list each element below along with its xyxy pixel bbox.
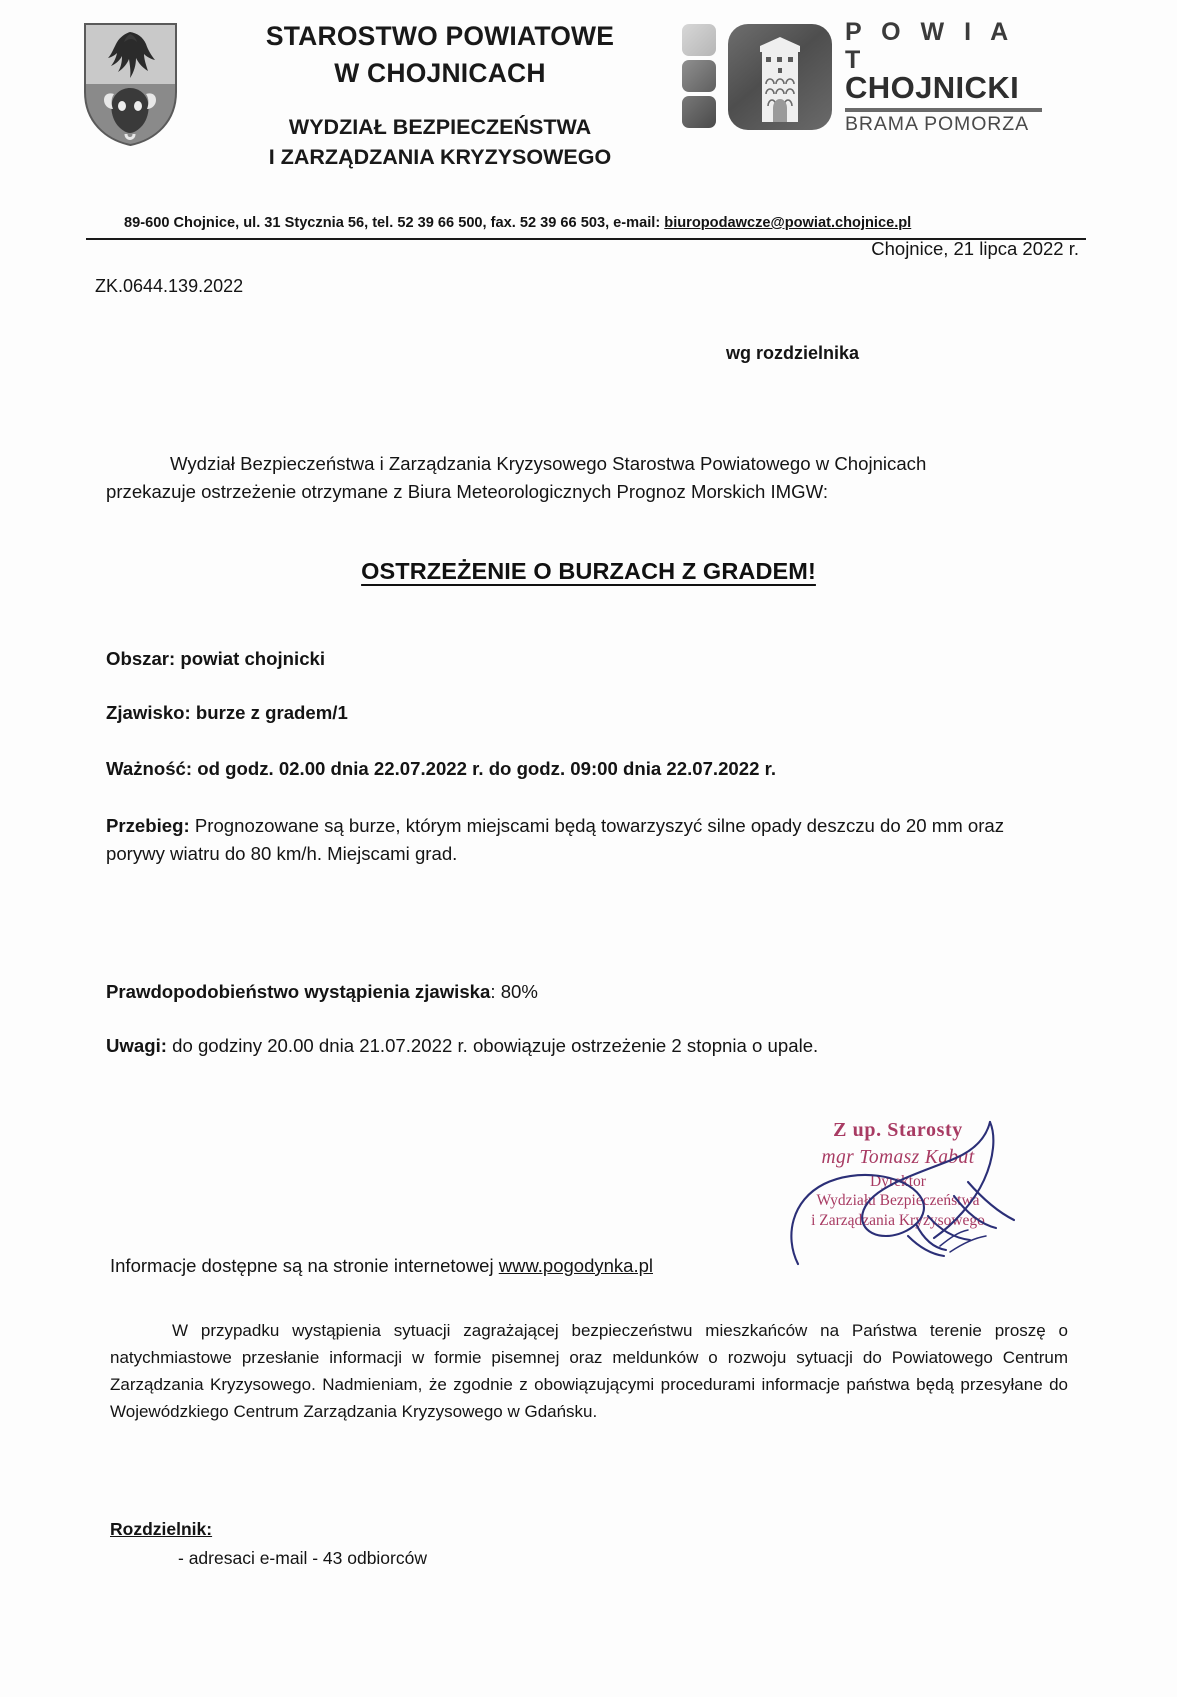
contact-email[interactable]: biuropodawcze@powiat.chojnice.pl — [664, 215, 912, 231]
field-obszar-label: Obszar: — [106, 648, 176, 669]
department-line-2: I ZARZĄDZANIA KRYZYSOWEGO — [268, 144, 612, 169]
document-header — [0, 10, 1177, 231]
signature-stamp — [748, 1118, 1048, 1231]
signature-line-5: i Zarządzania Kryzysowego — [811, 1212, 985, 1230]
logo-word-chojnicki: CHOJNICKI — [845, 70, 1020, 105]
field-obszar — [106, 645, 325, 673]
signature-block — [748, 1118, 1048, 1278]
field-uwagi-label: Uwagi: — [106, 1035, 167, 1056]
logo-tagline: BRAMA POMORZA — [845, 112, 1029, 135]
field-zjawisko — [106, 699, 348, 727]
coat-of-arms-icon — [83, 22, 178, 147]
field-waznosc-label: Ważność: — [106, 758, 193, 779]
field-przebieg-value: Prognozowane są burze, którym miejscami będą towarzyszyć silne opady deszczu do 20 mm oraz porywy wiatru do 80 km/h. Miejscami grad. — [106, 815, 1005, 864]
logo-wordmark — [845, 18, 1045, 135]
pogodynka-link[interactable]: www.pogodynka.pl — [498, 1255, 653, 1276]
field-przebieg-label: Przebieg: — [106, 815, 190, 836]
field-prawdopodobienstwo-value: : 80% — [490, 981, 538, 1002]
addressee: wg rozdzielnika — [726, 343, 860, 363]
signature-line-4: Wydziału Bezpieczeństwa — [816, 1192, 980, 1210]
org-title-line-1: STAROSTWO POWIATOWE — [265, 21, 615, 51]
org-title-line-2: W CHOJNICACH — [334, 57, 546, 88]
field-uwagi — [106, 1032, 818, 1060]
logo-divider — [845, 108, 1042, 112]
warning-headline — [0, 558, 1177, 585]
logo-word-powiat: P O W I A T — [845, 18, 1014, 74]
intro-paragraph: Wydział Bezpieczeństwa i Zarządzania Kryzysowego Starostwa Powiatowego w Chojnicach przekazuje ostrzeżenie otrzymane z Biura Meteorologicznych Prognoz Morskich IMGW: — [106, 453, 927, 503]
reference-number: ZK.0644.139.2022 — [95, 276, 244, 296]
field-prawdopodobienstwo-label: Prawdopodobieństwo wystąpienia zjawiska — [106, 981, 491, 1002]
signature-line-1: Z up. Starosty — [833, 1119, 963, 1141]
field-waznosc — [106, 755, 776, 783]
place-and-date: Chojnice, 21 lipca 2022 r. — [871, 238, 1079, 259]
field-zjawisko-value: burze z gradem/1 — [190, 702, 348, 723]
info-line — [110, 1255, 653, 1277]
field-waznosc-value: od godz. 02.00 dnia 22.07.2022 r. do godz. 09:00 dnia 22.07.2022 r. — [192, 758, 776, 779]
info-line-prefix: Informacje dostępne są na stronie internetowej — [110, 1255, 499, 1276]
contact-line — [124, 215, 1064, 231]
gate-tower-icon — [728, 24, 832, 130]
logo-squares-icon — [682, 24, 720, 132]
powiat-chojnicki-logo — [682, 18, 1042, 138]
field-prawdopodobienstwo — [106, 978, 538, 1006]
field-uwagi-value: do godziny 20.00 dnia 21.07.2022 r. obowiązuje ostrzeżenie 2 stopnia o upale. — [166, 1035, 819, 1056]
field-obszar-value: powiat chojnicki — [175, 648, 326, 669]
signature-line-3: Dyrektor — [870, 1172, 926, 1190]
distribution-title: Rozdzielnik: — [110, 1519, 213, 1539]
signature-line-2: mgr Tomasz Kabat — [821, 1146, 975, 1168]
organization-title-block — [215, 18, 665, 172]
warning-headline-text: OSTRZEŻENIE O BURZACH Z GRADEM! — [361, 558, 816, 584]
field-przebieg — [106, 812, 1011, 868]
department-line-1: WYDZIAŁ BEZPIECZEŃSTWA — [288, 115, 592, 140]
contact-address: 89-600 Chojnice, ul. 31 Stycznia 56, tel. 52 39 66 500, fax. 52 39 66 503, e-mail: — [124, 215, 665, 231]
closing-paragraph: W przypadku wystąpienia sytuacji zagrażającej bezpieczeństwu mieszkańców na Państwa terenie proszę o natychmiastowe przesłanie informacji w formie pisemnej oraz meldunków o rozwoju sytuacji do Powiatowego Centrum Zarządzania Kryzysowego. Nadmieniam, że zgodnie z obowiązującymi procedurami informacje państwa będą przesyłane do Wojewódzkiego Centrum Zarządzania Kryzysowego w Gdańsku. — [110, 1321, 1068, 1421]
distribution-item: - adresaci e-mail - 43 odbiorców — [178, 1548, 427, 1568]
field-zjawisko-label: Zjawisko: — [106, 702, 191, 723]
